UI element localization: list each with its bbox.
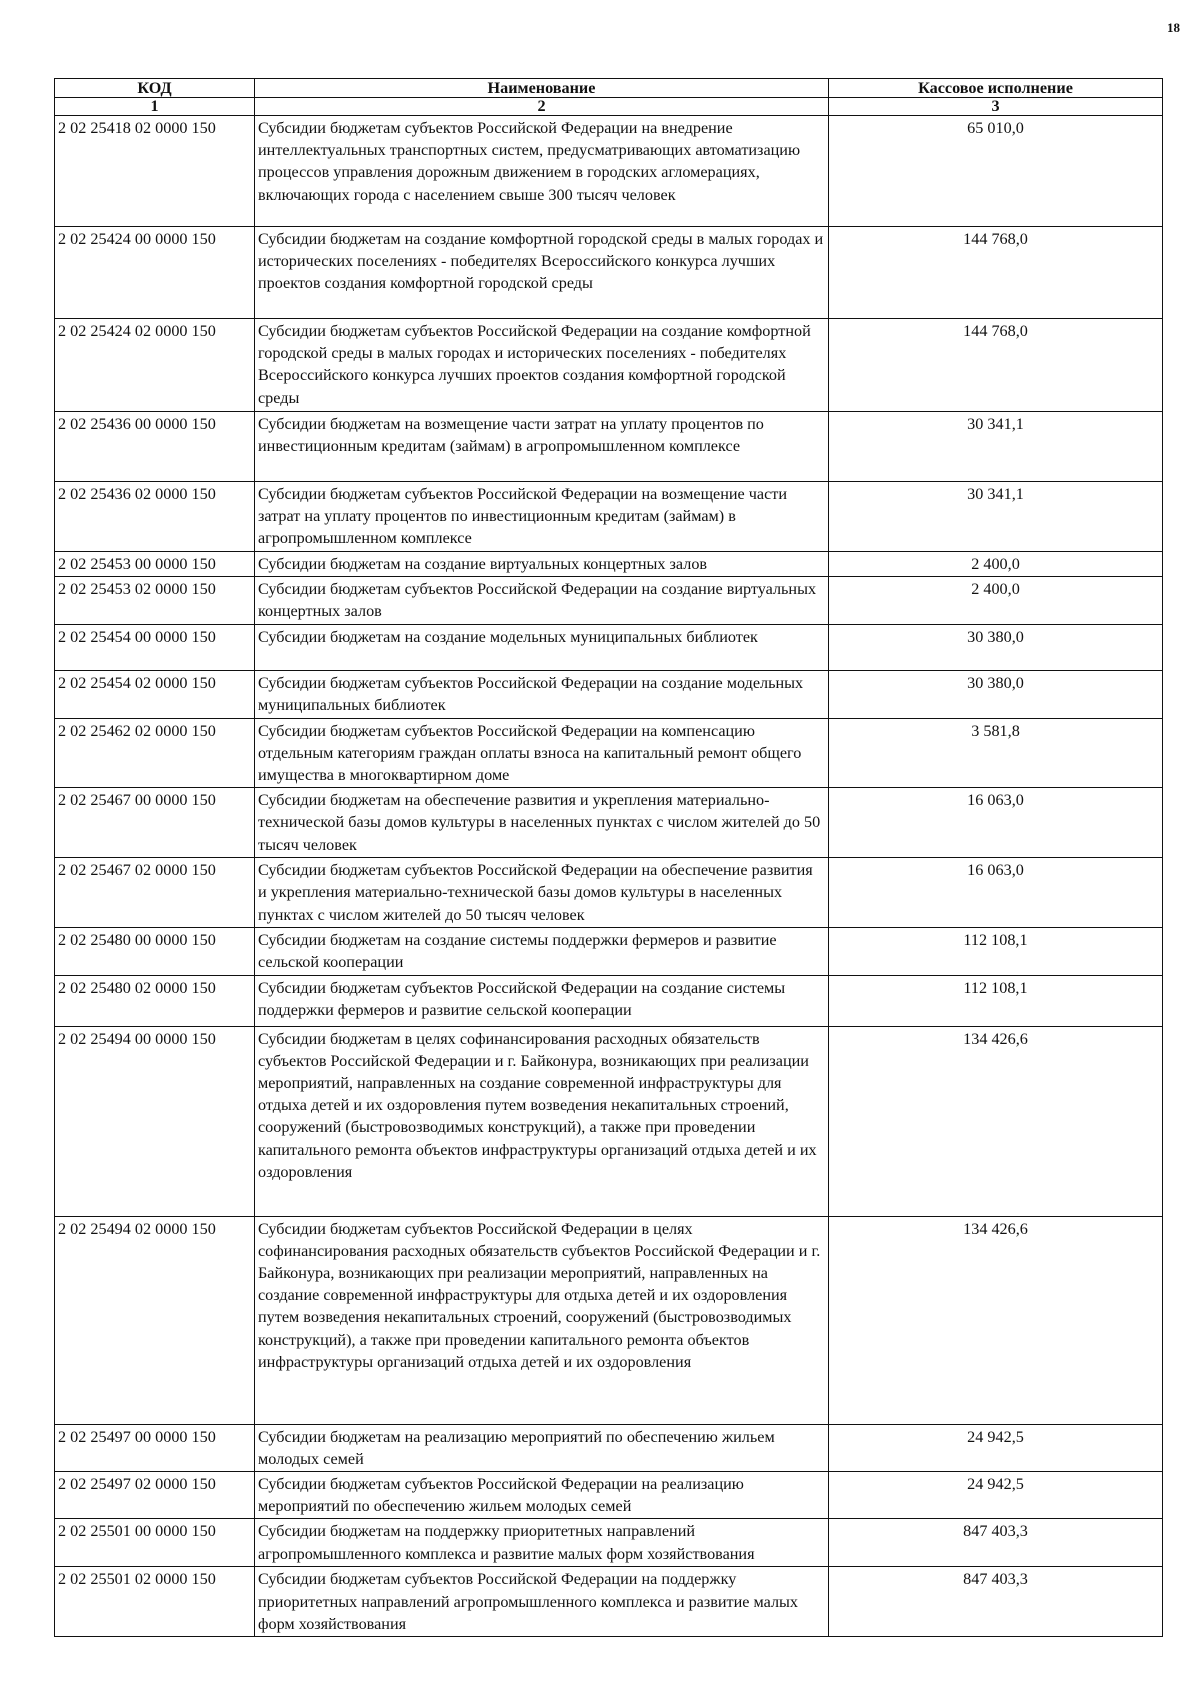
header-code: КОД	[55, 79, 255, 98]
row-name: Субсидии бюджетам субъектов Российской Федерации на поддержку приоритетных направлений агропромышленного комплекса и развитие малых форм хозяйствования	[255, 1567, 829, 1637]
row-code: 2 02 25454 00 0000 150	[55, 624, 255, 670]
row-name: Субсидии бюджетам субъектов Российской Федерации на создание комфортной городской среды в малых городах и исторических поселениях - победителях Всероссийского конкурса лучших проектов создания комфортной городской среды	[255, 319, 829, 412]
row-name: Субсидии бюджетам на создание модельных муниципальных библиотек	[255, 624, 829, 670]
row-amount: 144 768,0	[829, 227, 1163, 319]
row-amount: 2 400,0	[829, 577, 1163, 624]
row-name: Субсидии бюджетам субъектов Российской Федерации на возмещение части затрат на уплату процентов по инвестиционным кредитам (займам) в агропромышленном комплексе	[255, 482, 829, 552]
table-row	[55, 670, 1163, 718]
row-amount: 30 341,1	[829, 412, 1163, 482]
row-name: Субсидии бюджетам на создание системы поддержки фермеров и развитие сельской кооперации	[255, 928, 829, 975]
row-code: 2 02 25480 02 0000 150	[55, 975, 255, 1026]
row-name: Субсидии бюджетам субъектов Российской Федерации на обеспечение развития и укрепления материально-технической базы домов культуры в населенных пунктах с числом жителей до 50 тысяч человек	[255, 858, 829, 928]
column-number-row	[55, 98, 1163, 116]
row-code: 2 02 25454 02 0000 150	[55, 670, 255, 718]
column-number-3: 3	[829, 98, 1163, 116]
table-body	[55, 116, 1163, 1637]
row-name: Субсидии бюджетам субъектов Российской Федерации на внедрение интеллектуальных транспортных систем, предусматривающих автоматизацию процессов управления дорожным движением в городских агломерациях, включающих города с населением свыше 300 тысяч человек	[255, 116, 829, 227]
table-row	[55, 319, 1163, 412]
row-amount: 65 010,0	[829, 116, 1163, 227]
row-code: 2 02 25436 02 0000 150	[55, 482, 255, 552]
row-code: 2 02 25424 02 0000 150	[55, 319, 255, 412]
row-code: 2 02 25453 00 0000 150	[55, 552, 255, 577]
row-code: 2 02 25462 02 0000 150	[55, 718, 255, 788]
table-row	[55, 1216, 1163, 1424]
table-row	[55, 1424, 1163, 1471]
row-amount: 3 581,8	[829, 718, 1163, 788]
header-row	[55, 79, 1163, 98]
row-name: Субсидии бюджетам в целях софинансирования расходных обязательств субъектов Российской Федерации и г. Байконура, возникающих при реализации мероприятий, направленных на создание современной инфраструктуры для отдыха детей и их оздоровления путем возведения некапитальных строений, сооружений (быстровозводимых конструкций), а также при проведении капитального ремонта объектов инфраструктуры организаций отдыха детей и их оздоровления	[255, 1026, 829, 1216]
row-amount: 24 942,5	[829, 1472, 1163, 1519]
row-amount: 16 063,0	[829, 858, 1163, 928]
column-number-1: 1	[55, 98, 255, 116]
row-amount: 134 426,6	[829, 1216, 1163, 1424]
row-name: Субсидии бюджетам субъектов Российской Федерации на компенсацию отдельным категориям граждан оплаты взноса на капитальный ремонт общего имущества в многоквартирном доме	[255, 718, 829, 788]
row-name: Субсидии бюджетам на возмещение части затрат на уплату процентов по инвестиционным кредитам (займам) в агропромышленном комплексе	[255, 412, 829, 482]
table-row	[55, 975, 1163, 1026]
table-row	[55, 788, 1163, 858]
row-name: Субсидии бюджетам субъектов Российской Федерации на создание системы поддержки фермеров и развитие сельской кооперации	[255, 975, 829, 1026]
row-name: Субсидии бюджетам на обеспечение развития и укрепления материально-технической базы домов культуры в населенных пунктах с числом жителей до 50 тысяч человек	[255, 788, 829, 858]
row-amount: 16 063,0	[829, 788, 1163, 858]
row-code: 2 02 25501 02 0000 150	[55, 1567, 255, 1637]
row-amount: 24 942,5	[829, 1424, 1163, 1471]
header-name: Наименование	[255, 79, 829, 98]
table-row	[55, 116, 1163, 227]
row-amount: 30 341,1	[829, 482, 1163, 552]
row-amount: 112 108,1	[829, 975, 1163, 1026]
page-number: 18	[1167, 20, 1180, 35]
row-amount: 847 403,3	[829, 1567, 1163, 1637]
budget-table	[54, 78, 1163, 1637]
row-amount: 2 400,0	[829, 552, 1163, 577]
table-row	[55, 482, 1163, 552]
table-row	[55, 858, 1163, 928]
row-name: Субсидии бюджетам на создание комфортной городской среды в малых городах и исторических поселениях - победителях Всероссийского конкурса лучших проектов создания комфортной городской среды	[255, 227, 829, 319]
row-name: Субсидии бюджетам субъектов Российской Федерации на создание виртуальных концертных залов	[255, 577, 829, 624]
column-number-2: 2	[255, 98, 829, 116]
row-name: Субсидии бюджетам на создание виртуальных концертных залов	[255, 552, 829, 577]
row-code: 2 02 25418 02 0000 150	[55, 116, 255, 227]
table-row	[55, 227, 1163, 319]
row-amount: 112 108,1	[829, 928, 1163, 975]
row-code: 2 02 25453 02 0000 150	[55, 577, 255, 624]
row-code: 2 02 25480 00 0000 150	[55, 928, 255, 975]
table-row	[55, 1567, 1163, 1637]
row-amount: 134 426,6	[829, 1026, 1163, 1216]
row-code: 2 02 25436 00 0000 150	[55, 412, 255, 482]
table-row	[55, 1472, 1163, 1519]
row-code: 2 02 25467 00 0000 150	[55, 788, 255, 858]
table-row	[55, 412, 1163, 482]
table-row	[55, 552, 1163, 577]
table-row	[55, 718, 1163, 788]
row-code: 2 02 25424 00 0000 150	[55, 227, 255, 319]
table-row	[55, 928, 1163, 975]
header-amount: Кассовое исполнение	[829, 79, 1163, 98]
table-row	[55, 1026, 1163, 1216]
row-amount: 30 380,0	[829, 624, 1163, 670]
row-amount: 847 403,3	[829, 1519, 1163, 1567]
table-row	[55, 1519, 1163, 1567]
row-code: 2 02 25501 00 0000 150	[55, 1519, 255, 1567]
table-row	[55, 577, 1163, 624]
row-amount: 144 768,0	[829, 319, 1163, 412]
row-code: 2 02 25494 02 0000 150	[55, 1216, 255, 1424]
row-code: 2 02 25497 00 0000 150	[55, 1424, 255, 1471]
row-code: 2 02 25497 02 0000 150	[55, 1472, 255, 1519]
row-amount: 30 380,0	[829, 670, 1163, 718]
row-code: 2 02 25494 00 0000 150	[55, 1026, 255, 1216]
row-name: Субсидии бюджетам на поддержку приоритетных направлений агропромышленного комплекса и развитие малых форм хозяйствования	[255, 1519, 829, 1567]
row-name: Субсидии бюджетам на реализацию мероприятий по обеспечению жильем молодых семей	[255, 1424, 829, 1471]
row-name: Субсидии бюджетам субъектов Российской Федерации на создание модельных муниципальных библиотек	[255, 670, 829, 718]
row-name: Субсидии бюджетам субъектов Российской Федерации на реализацию мероприятий по обеспечению жильем молодых семей	[255, 1472, 829, 1519]
row-name: Субсидии бюджетам субъектов Российской Федерации в целях софинансирования расходных обязательств субъектов Российской Федерации и г. Байконура, возникающих при реализации мероприятий, направленных на создание современной инфраструктуры для отдыха детей и их оздоровления путем возведения некапитальных строений, сооружений (быстровозводимых конструкций), а также при проведении капитального ремонта объектов инфраструктуры организаций отдыха детей и их оздоровления	[255, 1216, 829, 1424]
table-row	[55, 624, 1163, 670]
row-code: 2 02 25467 02 0000 150	[55, 858, 255, 928]
